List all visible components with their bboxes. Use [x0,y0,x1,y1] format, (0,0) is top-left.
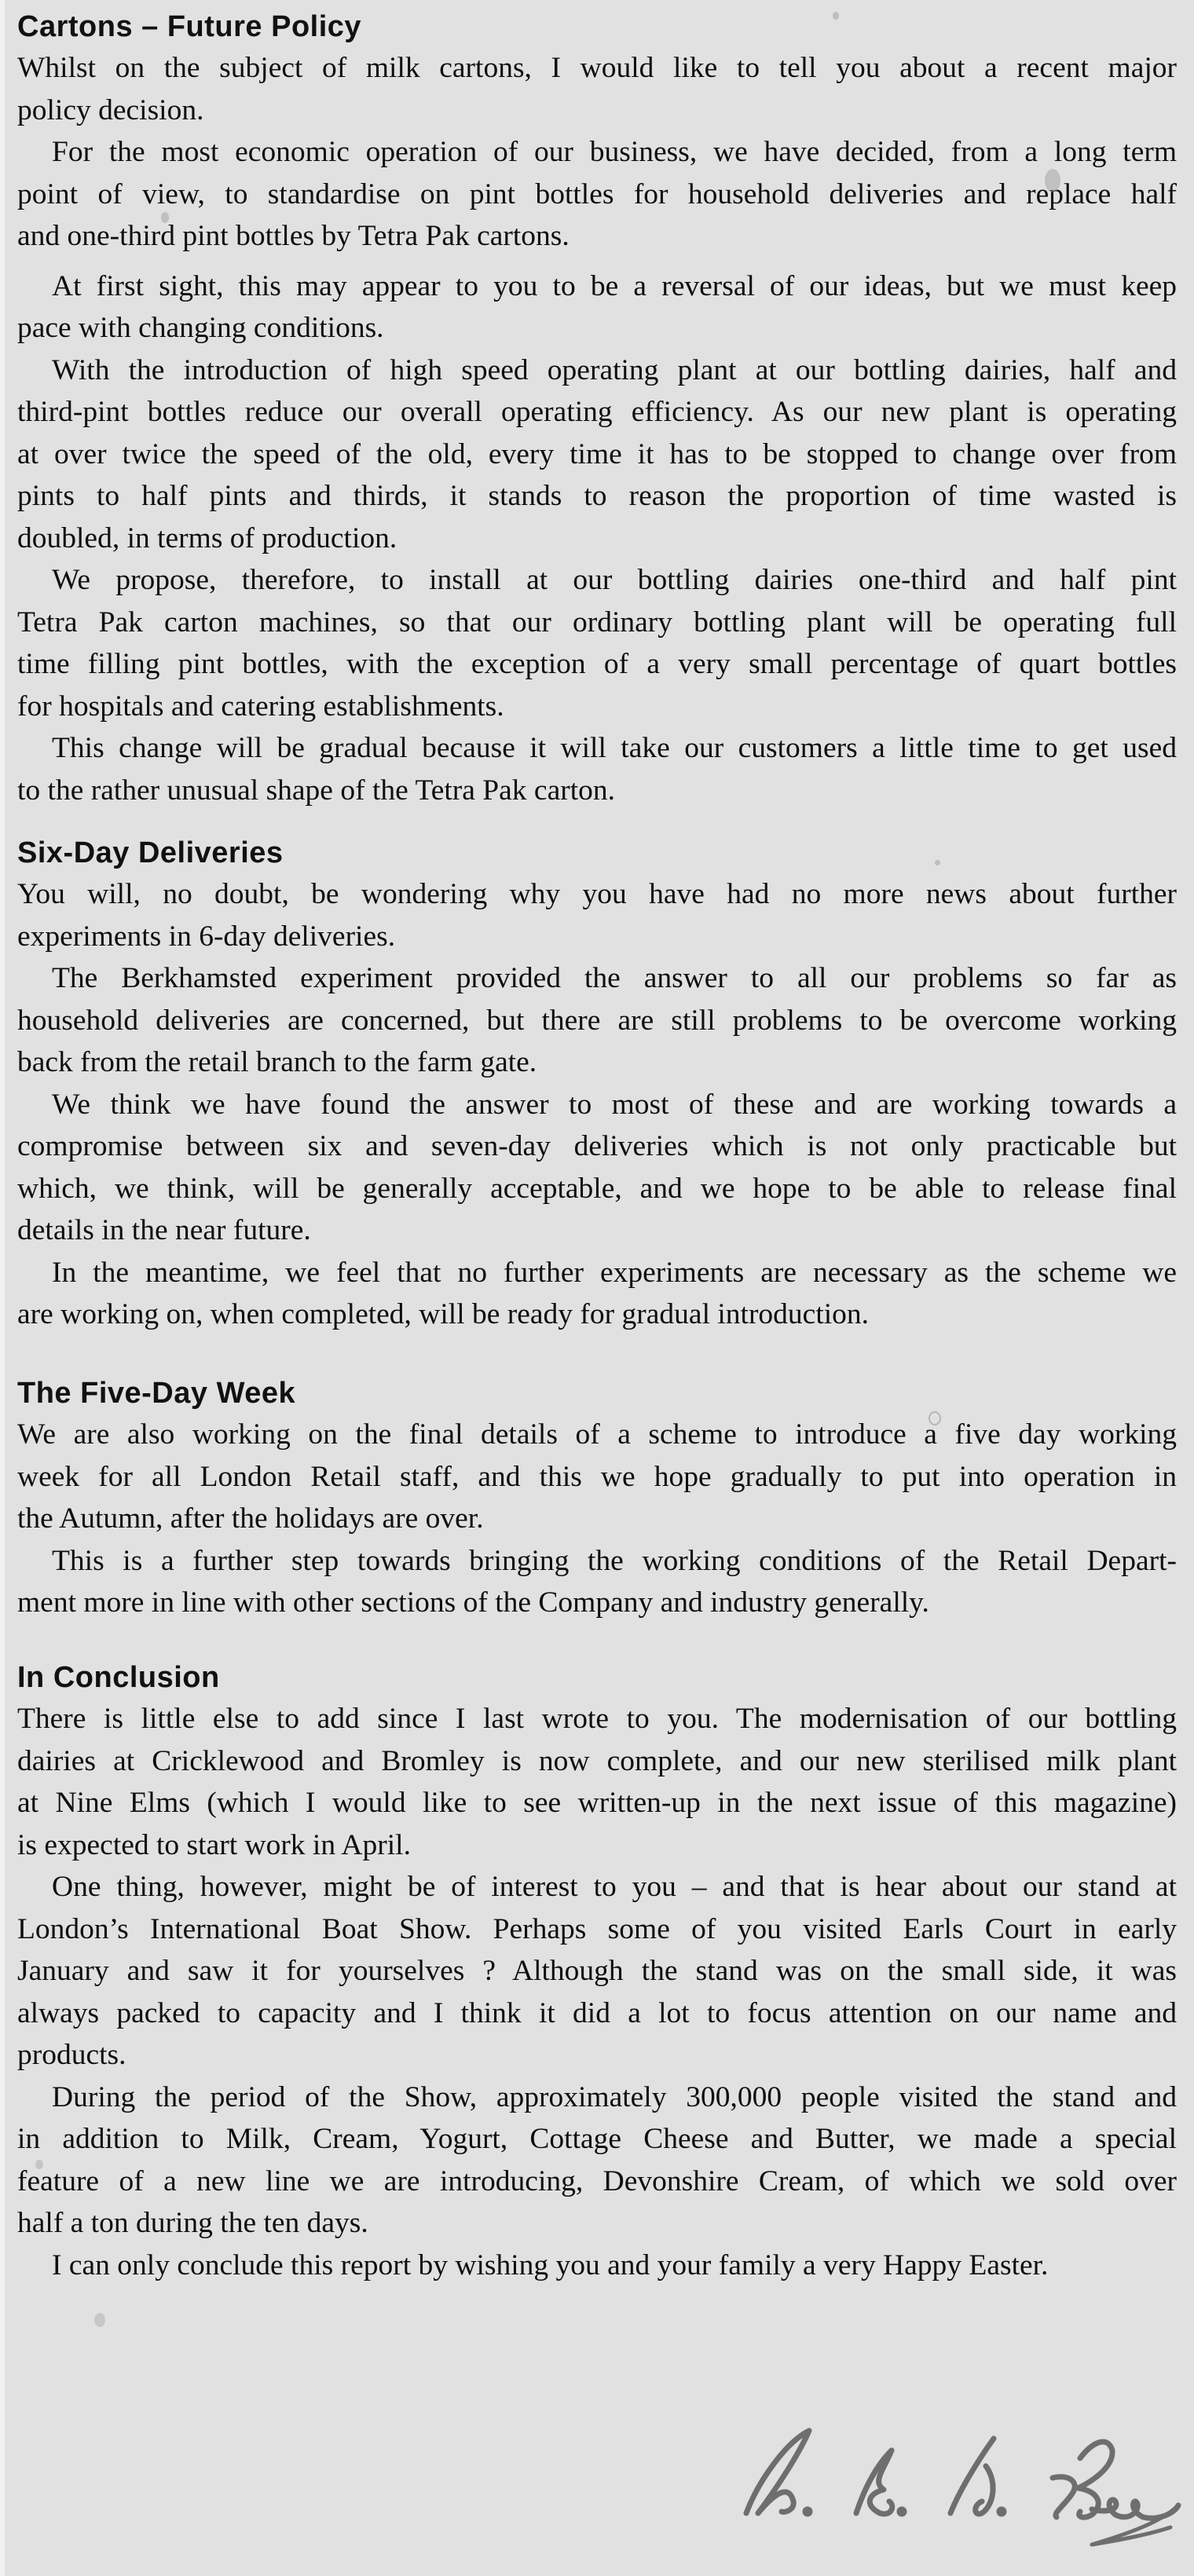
text-line: third-pint bottles reduce our overall operating efficiency. As our new plant is operating [17,396,1177,428]
page-edge [0,0,5,2576]
paragraph [17,1084,1177,1252]
text-line: We think we have found the answer to most of these and are working towards a [52,1088,1177,1121]
scan-speck [833,12,839,20]
paragraph [17,873,1177,957]
text-line: We propose, therefore, to install at our bottling dairies one-third and half pint [52,564,1177,596]
text-line: For the most economic operation of our business, we have decided, from a long term [52,136,1177,168]
text-line: London’s International Boat Show. Perhaps some of you visited Earls Court in early [17,1912,1177,1945]
text-line: experiments in 6-day deliveries. [17,920,396,953]
text-line: This is a further step towards bringing the working conditions of the Retail Depart- [52,1544,1177,1577]
paragraph [17,1540,1177,1624]
text-line: to the rather unusual shape of the Tetra Pak carton. [17,774,616,807]
text-line: household deliveries are concerned, but there are still problems to be overcome working [17,1004,1177,1037]
text-line: time filling pint bottles, with the exception of a very small percentage of quart bottles [17,648,1177,680]
text-line: pace with changing conditions. [17,312,384,344]
text-line: With the introduction of high speed operating plant at our bottling dairies, half and [52,353,1177,386]
paragraph [17,1698,1177,1866]
paragraph [17,349,1177,560]
text-line: dairies at Cricklewood and Bromley is now complete, and our new sterilised milk plant [17,1744,1177,1777]
text-line: Whilst on the subject of milk cartons, I would like to tell you about a recent major [17,52,1177,84]
text-line: One thing, however, might be of interest to you – and that is hear about our stand at [52,1871,1177,1903]
text-line: always packed to capacity and I think it did a lot to focus attention on our name and [17,1996,1177,2029]
text-line: details in the near future. [17,1214,311,1246]
text-line: feature of a new line we are introducing, Devonshire Cream, of which we sold over [17,2164,1177,2197]
scan-speck [935,860,940,865]
text-line: products. [17,2039,126,2071]
text-line: policy decision. [17,93,204,126]
scan-speck [161,212,169,223]
text-line: and one-third pint bottles by Tetra Pak cartons. [17,220,570,252]
text-line: the Autumn, after the holidays are over. [17,1502,484,1535]
text-line: point of view, to standardise on pint bottles for household deliveries and replace half [17,177,1177,210]
text-line: During the period of the Show, approximately 300,000 people visited the stand and [52,2080,1177,2113]
paragraph-gap [17,258,1177,265]
text-line: which, we think, will be generally acceptable, and we hope to be able to release final [17,1172,1177,1205]
paragraph [17,1414,1177,1540]
text-line: pints to half pints and thirds, it stands to reason the proportion of time wasted is [17,480,1177,512]
section-six-day [17,832,1177,1336]
text-line: are working on, when completed, will be ready for gradual introduction. [17,1298,870,1330]
section-five-day [17,1373,1177,1624]
scan-speck [1045,169,1060,192]
text-line: doubled, in terms of production. [17,521,397,554]
text-line: Tetra Pak carton machines, so that our ordinary bottling plant will be operating full [17,606,1177,639]
section-conclusion [17,1657,1177,2286]
scan-speck [928,1411,941,1425]
paragraph [17,957,1177,1084]
scan-speck [94,2313,105,2327]
paragraph [17,265,1177,349]
text-line: We are also working on the final details of a scheme to introduce a five day working [17,1418,1177,1451]
section-heading: The Five-Day Week [17,1377,296,1410]
section-heading: Cartons – Future Policy [17,10,362,43]
scan-speck [35,2160,43,2169]
text-line: You will, no doubt, be wondering why you have had no more news about further [17,878,1177,910]
signature-icon [723,2395,1186,2552]
paragraph [17,2245,1177,2287]
text-line: There is little else to add since I last wrote to you. The modernisation of our bottling [17,1703,1177,1735]
paragraph [17,1252,1177,1336]
text-line: The Berkhamsted experiment provided the answer to all our problems so far as [52,962,1177,994]
paragraph [17,131,1177,258]
text-line: compromise between six and seven-day deliveries which is not only practicable but [17,1130,1177,1162]
text-line: half a ton during the ten days. [17,2207,368,2239]
text-line: ment more in line with other sections of the Company and industry generally. [17,1586,929,1619]
text-line: I can only conclude this report by wishing you and your family a very Happy Easter. [52,2249,1049,2281]
text-line: In the meantime, we feel that no further experiments are necessary as the scheme we [52,1256,1177,1289]
section-heading: Six-Day Deliveries [17,836,284,869]
text-line: for hospitals and catering establishments. [17,690,504,723]
paragraph [17,727,1177,811]
text-line: This change will be gradual because it will take our customers a little time to get used [52,732,1177,764]
paragraph [17,2077,1177,2245]
text-line: at Nine Elms (which I would like to see written-up in the next issue of this magazine) [17,1787,1177,1819]
text-line: week for all London Retail staff, and this we hope gradually to put into operation in [17,1460,1177,1493]
text-line: in addition to Milk, Cream, Yogurt, Cottage Cheese and Butter, we made a special [17,2123,1177,2155]
text-line: At first sight, this may appear to you to be a reversal of our ideas, but we must keep [52,269,1177,302]
text-line: January and saw it for yourselves ? Although the stand was on the small side, it was [17,1955,1177,1987]
text-line: back from the retail branch to the farm gate. [17,1046,537,1078]
text-line: at over twice the speed of the old, every time it has to be stopped to change over from [17,437,1177,470]
paragraph [17,1866,1177,2077]
paragraph [17,47,1177,131]
section-heading: In Conclusion [17,1661,220,1694]
text-line: is expected to start work in April. [17,1828,411,1861]
paragraph [17,559,1177,727]
section-cartons [17,6,1177,811]
